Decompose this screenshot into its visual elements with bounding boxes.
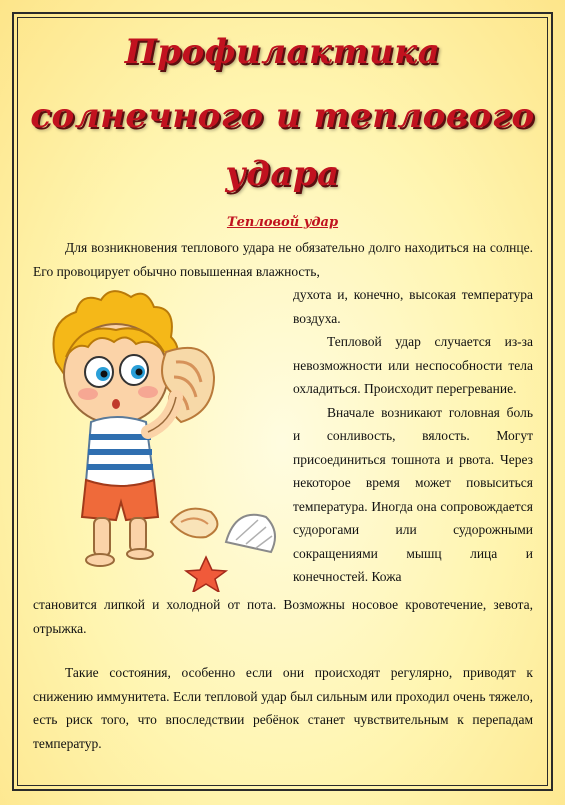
paragraph-cause: Тепловой удар случается из-за невозможности или неспособности тела охладиться. Происходит перегревание. — [293, 334, 533, 396]
paragraph-symptoms-continued: становится липкой и холодной от пота. Возможны носовое кровотечение, зевота, отрыжка. — [33, 597, 533, 636]
title-line-1: Профилактика — [124, 32, 441, 72]
shorts-icon — [82, 480, 158, 520]
paragraph-symptoms: Вначале возникают головная боль и сонливость, вялость. Могут присоединиться тошнота и рвота. Через некоторое время может повыситься температура. Иногда она сопровождается судорогами или судорожными сокращениями мышц лица и конечностей. Кожа — [293, 404, 533, 584]
small-shell-icon — [171, 509, 217, 538]
boy-with-seashell-illustration — [36, 282, 286, 592]
paragraph-intro: Для возникновения теплового удара не обязательно долго находиться на солнце. Его провоцирует обычно повышенная влажность, — [33, 240, 533, 279]
right-text-column — [293, 283, 533, 589]
paragraph-consequences: Такие состояния, особенно если они происходят регулярно, приводят к снижению иммунитета. Если тепловой удар был сильным или проходил очень тяжело, есть риск того, что впоследствии ребёнок станет чувствительным к перепадам температур. — [33, 665, 533, 751]
scallop-shell-icon — [226, 515, 275, 552]
title-line-2: солнечного и теплового — [30, 96, 535, 136]
section-heading: Тепловой удар — [226, 215, 339, 230]
paragraph-intro-continued: духота и, конечно, высокая температура воздуха. — [293, 287, 533, 326]
title-line-3: удара — [225, 154, 340, 194]
starfish-icon — [186, 557, 226, 592]
